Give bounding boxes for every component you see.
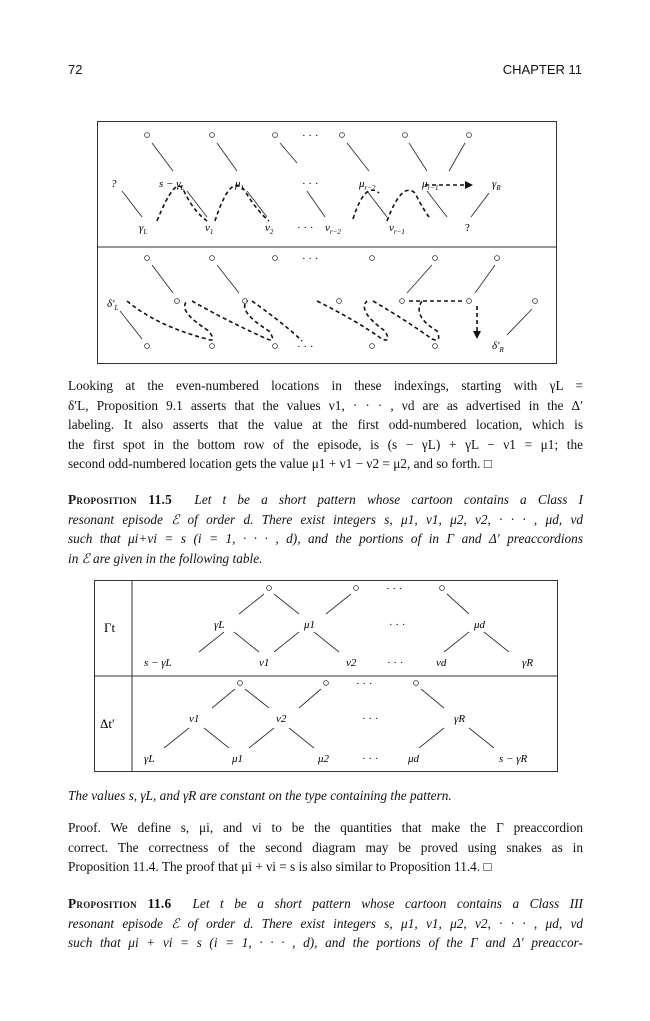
fig1-label-gamma-l: γ bbox=[139, 222, 144, 234]
para1-line: the first spot in the bottom row of the episode, is (s − γL) + γL − ν1 = μ1; the bbox=[68, 436, 583, 452]
table-row1-label: Γt bbox=[104, 620, 116, 635]
prop115-line: resonant episode ℰ of order d. There exist integers s, μ1, ν1, μ2, ν2, · · · , μd, νd bbox=[68, 511, 583, 527]
proposition-11-6 bbox=[68, 894, 583, 953]
svg-text:μ2 bbox=[317, 753, 330, 765]
fig1-lower-top-dots: · · · bbox=[302, 253, 319, 265]
prop116-heading: Proposition 11.6 bbox=[68, 896, 172, 911]
table-row2-nu2: ν2 bbox=[276, 713, 287, 725]
fig1-label-nu2: ν bbox=[265, 222, 270, 234]
svg-text:μd bbox=[407, 753, 420, 765]
svg-text:μ1: $\mu_1$ bbox=[235, 178, 245, 192]
fig1-label-nu-r-1: ν bbox=[389, 222, 394, 234]
svg-text:s − γR bbox=[499, 753, 528, 765]
fig1-label-nu1: ν bbox=[205, 222, 210, 234]
prop116-line: such that μi + νi = s (i = 1, · · · , d), and the portions of the Γ and Δ′ preaccor- bbox=[68, 935, 583, 950]
table-row2-mu-d: μd bbox=[408, 753, 420, 765]
chapter-header: CHAPTER 11 bbox=[502, 62, 582, 77]
svg-text:ν2 bbox=[346, 657, 357, 669]
table-row2-mu2: μ2 bbox=[318, 753, 330, 765]
proof-paragraph bbox=[68, 818, 583, 877]
svg-text:γL bbox=[214, 619, 224, 631]
table-row2-mu1: μ1 bbox=[232, 753, 244, 765]
table-gamma-r: γR bbox=[522, 657, 534, 669]
prop115-line: in ℰ are given in the following table. bbox=[68, 550, 263, 566]
svg-text:γL: $\gamma_L$ bbox=[139, 222, 148, 236]
table-row2-gamma-r: γR bbox=[454, 713, 466, 725]
fig1-label-mu-r-2: μ bbox=[359, 178, 365, 190]
fig1-mid-dots: · · · bbox=[302, 178, 319, 190]
fig1-top-dots: · · · bbox=[302, 130, 319, 142]
svg-text:ν1: $\nu_1$ bbox=[205, 222, 214, 236]
svg-text:μr−2: $\mu_{r-2}$ bbox=[359, 178, 376, 192]
table-row1-bottom-dots: · · · bbox=[387, 657, 404, 669]
svg-text:γR bbox=[522, 657, 533, 669]
table-row2-label: Δt′ bbox=[100, 716, 115, 731]
svg-text:Γt bbox=[104, 620, 116, 635]
fig1-label-mu1: μ bbox=[235, 178, 241, 190]
page-number: 72 bbox=[68, 62, 83, 77]
fig1-label-delta-l: δ′ bbox=[107, 298, 115, 310]
svg-text:νr−2: $\nu_{r-2}$ bbox=[325, 222, 341, 236]
prop116-line: resonant episode ℰ of order d. There exist integers s, μ1, ν1, μ2, ν2, · · · , μd, νd bbox=[68, 915, 583, 931]
svg-text:μ1 bbox=[231, 753, 243, 765]
svg-text:δ′L: $\delta'_L$ bbox=[107, 298, 119, 312]
fig1-label-s-minus-gamma: s − γ bbox=[159, 178, 181, 190]
fig1-label-q-left: ? bbox=[111, 178, 117, 190]
table-mu-d: μd bbox=[474, 619, 486, 631]
svg-text:ν1 bbox=[259, 657, 269, 669]
fig1-label-q-right: ? bbox=[465, 222, 470, 234]
prop116-line: Let t be a short pattern whose cartoon contains a Class III bbox=[192, 896, 583, 911]
svg-text:ν2: $\nu_2$ bbox=[265, 222, 274, 236]
table-nu1: ν1 bbox=[259, 657, 270, 669]
svg-text:μr−1: $\mu_{r-1}$ bbox=[422, 178, 439, 192]
svg-text:s − γL: $s - \gamma_L$ bbox=[159, 178, 185, 192]
proof-line: correct. The correctness of the second diagram may be proved using snakes as in bbox=[68, 839, 583, 855]
table-gamma-l: γL bbox=[214, 619, 225, 631]
fig1-bottom-dots: · · · bbox=[297, 222, 314, 234]
svg-text:ν2 bbox=[276, 713, 287, 725]
table-row2-top-dots: · · · bbox=[356, 678, 373, 690]
table-nu2: ν2 bbox=[346, 657, 357, 669]
fig1-label-gamma-r: γ bbox=[492, 178, 497, 190]
para1-line: Looking at the even-numbered locations in these indexings, starting with γL = bbox=[68, 378, 583, 393]
svg-text:νd bbox=[436, 657, 447, 669]
fig1-label-mu-r-1: μ bbox=[422, 178, 428, 190]
svg-text:γL bbox=[144, 753, 154, 765]
svg-text:γR bbox=[454, 713, 465, 725]
svg-text:νr−1: $\nu_{r-1}$ bbox=[389, 222, 405, 236]
table-row2-s-minus-gamma-r: s − γR bbox=[499, 753, 528, 765]
table-nu-d: νd bbox=[436, 657, 447, 669]
table-row1-top-dots: · · · bbox=[386, 583, 403, 595]
svg-text:Δt′ bbox=[100, 716, 115, 731]
svg-text:s − γL bbox=[144, 657, 172, 669]
table-s-minus-gamma-l: s − γL bbox=[144, 657, 172, 669]
table-row2-gamma-l: γL bbox=[144, 753, 155, 765]
svg-text:μd bbox=[473, 619, 486, 631]
proof-line: Proof. We define s, μi, and νi to be the quantities that make the Γ preaccordion bbox=[68, 820, 583, 835]
proof-line: Proposition 11.4. The proof that μi + νi = s is also similar to Proposition 11.4. □ bbox=[68, 859, 492, 874]
fig1-lower-bottom-dots: · · · bbox=[297, 341, 314, 353]
body-paragraph-1 bbox=[68, 376, 583, 474]
fig1-label-nu-r-2: ν bbox=[325, 222, 330, 234]
svg-text:γR: $\gamma_R$ bbox=[492, 178, 501, 192]
table-row1-mid-dots: · · · bbox=[389, 619, 406, 631]
table-row2-nu1: ν1 bbox=[189, 713, 200, 725]
svg-text:δ′R: $\delta'_R$ bbox=[492, 340, 504, 354]
para1-line: δ′L, Proposition 9.1 asserts that the values ν1, · · · , νd are as advertised in the Δ′ bbox=[68, 397, 583, 413]
prop115-heading: Proposition 11.5 bbox=[68, 492, 173, 507]
table-mu1: μ1 bbox=[304, 619, 316, 631]
proposition-11-5 bbox=[68, 490, 583, 568]
snake-diagram-figure bbox=[97, 121, 557, 364]
svg-text:ν1 bbox=[189, 713, 199, 725]
prop115-line: Let t be a short pattern whose cartoon contains a Class I bbox=[194, 492, 583, 507]
para1-line: labeling. It also asserts that the value at the first odd-numbered location, which is bbox=[68, 417, 583, 432]
fig1-label-delta-r: δ′ bbox=[492, 340, 500, 352]
para1-line: second odd-numbered location gets the value μ1 + ν1 − ν2 = μ2, and so forth. □ bbox=[68, 456, 492, 471]
prop115-line: such that μi+νi = s (i = 1, · · · , d), and the portions of in Γ and Δ′ preaccordions bbox=[68, 531, 583, 546]
svg-text:μ1 bbox=[303, 619, 315, 631]
table-row2-bottom-dots: · · · bbox=[362, 753, 379, 765]
table-row2-mid-dots: · · · bbox=[362, 713, 379, 725]
table-caption: The values s, γL, and γR are constant on the type containing the pattern. bbox=[68, 788, 452, 803]
preaccordion-table bbox=[94, 580, 558, 772]
